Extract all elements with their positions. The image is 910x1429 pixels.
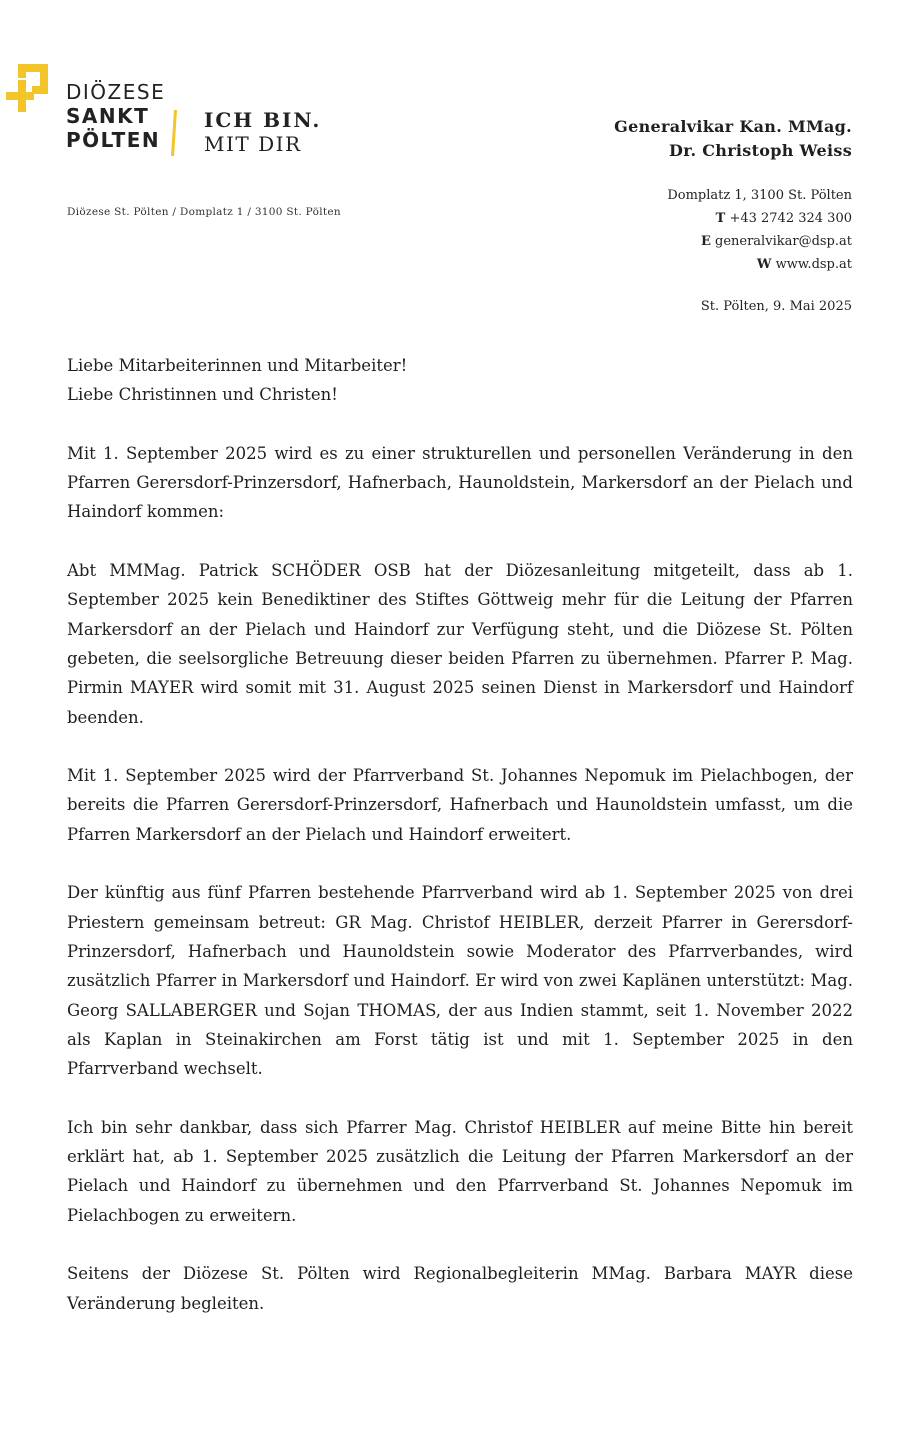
email-label: E [700, 234, 711, 249]
logo-wordmark [66, 80, 165, 152]
logo-line-poelten: PÖLTEN [66, 128, 161, 152]
author-title: Generalvikar Kan. MMag. [614, 117, 852, 136]
contact-block [667, 184, 852, 276]
letter-date: St. Pölten, 9. Mai 2025 [700, 299, 852, 314]
paragraph-4: Der künftig aus fünf Pfarren bestehende Pfarrverband wird ab 1. September 2025 von drei Priestern gemeinsam betreut: GR Mag. Christof HEIBLER, derzeit Pfarrer in Gerersdorf-Prinzersdorf, Hafnerbach und Haunoldstein sowie Moderator des Pfarrverbandes, wird zusätzlich Pfarrer in Markersdorf und Haindorf. Er wird von zwei Kaplänen unterstützt: Mag. Georg SALLABERGER und Sojan THOMAS, der aus Indien stammt, seit 1. November 2022 als Kaplan in Steinakirchen am Forst tätig ist und mit 1. September 2025 in den Pfarrverband wechselt. [67, 883, 853, 1079]
paragraph-1: Mit 1. September 2025 wird es zu einer strukturellen und personellen Veränderung in den Pfarren Gerersdorf-Prinzersdorf, Hafnerbach, Haunoldstein, Markersdorf an der Pielach und Haindorf kommen: [67, 443, 853, 522]
logo-claim [204, 108, 321, 156]
contact-web[interactable]: www.dsp.at [775, 257, 852, 272]
letter-body [67, 351, 853, 1347]
sender-return-address: Diözese St. Pölten / Domplatz 1 / 3100 St. Pölten [67, 206, 341, 218]
logo-line-sankt: SANKT [66, 104, 150, 128]
contact-phone: +43 2742 324 300 [729, 211, 852, 226]
salutation-line-2: Liebe Christinnen und Christen! [67, 385, 338, 405]
paragraph-3: Mit 1. September 2025 wird der Pfarrverband St. Johannes Nepomuk im Pielachbogen, der bereits die Pfarren Gerersdorf-Prinzersdorf, Hafnerbach und Haunoldstein umfasst, um die Pfarren Markersdorf an der Pielach und Haindorf erweitert. [67, 766, 853, 844]
contact-email[interactable]: generalvikar@dsp.at [715, 234, 852, 249]
claim-line-2: MIT DIR [204, 132, 302, 156]
web-label: W [756, 257, 772, 272]
logo-line-dioezese: DIÖZESE [66, 80, 166, 104]
contact-email-row [667, 230, 852, 253]
letter-author [614, 115, 852, 163]
contact-address: Domplatz 1, 3100 St. Pölten [667, 188, 852, 203]
cross-logo-icon [4, 62, 52, 114]
salutation [67, 351, 853, 410]
salutation-line-1: Liebe Mitarbeiterinnen und Mitarbeiter! [67, 356, 408, 375]
contact-phone-row [667, 207, 852, 230]
paragraph-5: Ich bin sehr dankbar, dass sich Pfarrer Mag. Christof HEIBLER auf meine Bitte hin bereit erklärt hat, ab 1. September 2025 zusätzlich die Leitung der Pfarren Markersdorf an der Pielach und Haindorf zu übernehmen und den Pfarrverband St. Johannes Nepomuk im Pielachbogen zu erweitern. [67, 1117, 853, 1225]
author-name: Dr. Christoph Weiss [669, 141, 852, 160]
paragraph-6: Seitens der Diözese St. Pölten wird Regionalbegleiterin MMag. Barbara MAYR diese Veränderung begleiten. [67, 1264, 853, 1313]
logo-slash-icon [171, 110, 177, 156]
paragraph-2: Abt MMMag. Patrick SCHÖDER OSB hat der Diözesanleitung mitgeteilt, dass ab 1. September 2025 kein Benediktiner des Stiftes Göttweig mehr für die Leitung der Pfarren Markersdorf an der Pielach und Haindorf zur Verfügung steht, und die Diözese St. Pölten gebeten, die seelsorgliche Betreuung dieser beiden Pfarren zu übernehmen. Pfarrer P. Mag. Pirmin MAYER wird somit mit 31. August 2025 seinen Dienst in Markersdorf und Haindorf beenden. [67, 561, 853, 727]
claim-line-1: ICH BIN. [204, 108, 322, 132]
phone-label: T [715, 211, 726, 226]
contact-web-row [667, 253, 852, 276]
